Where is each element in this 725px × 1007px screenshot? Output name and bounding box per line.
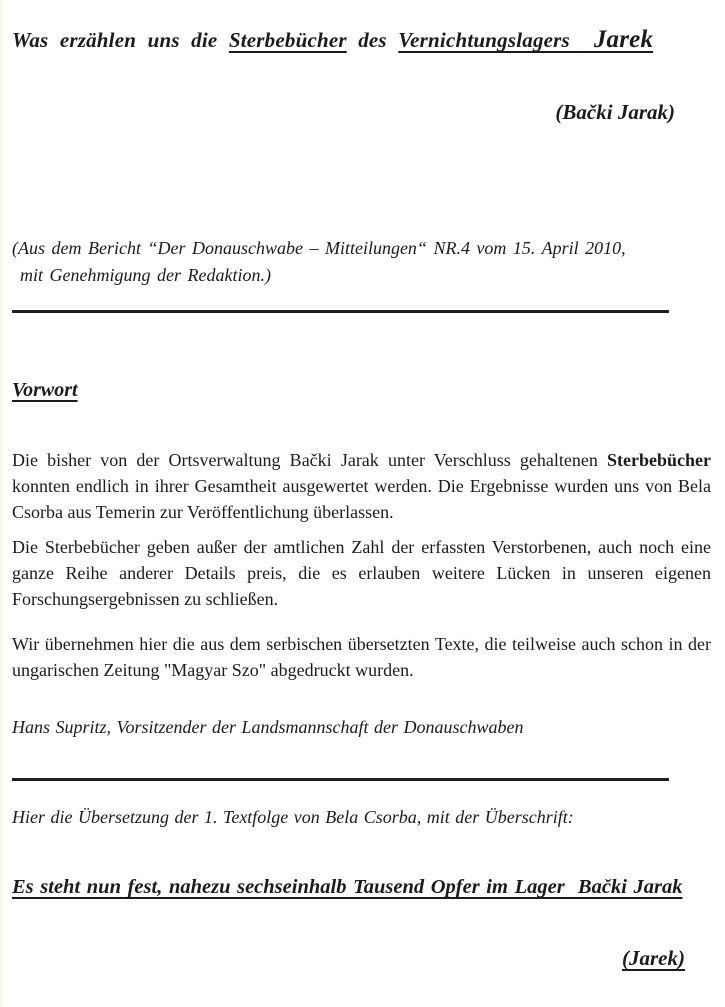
paragraph-1-rest: konnten endlich in ihrer Gesamtheit ausgewertet werden. Die Ergebnisse wurden uns von Bela Csorba aus Temerin zur Veröffentlichung überlassen.	[12, 475, 711, 522]
title-text-mid: des	[346, 28, 399, 52]
divider-rule-bottom	[12, 778, 669, 781]
paragraph-1-bold-sterbebuecher: Sterbebücher	[607, 450, 711, 470]
title-text-lead: Was erzählen uns die	[12, 28, 229, 52]
title-underlined-sterbebuecher: Sterbebücher	[228, 28, 347, 52]
subtitle-backi-jarak: (Bački Jarak)	[555, 100, 675, 124]
document-title	[12, 26, 711, 54]
title-underlined-vernichtungslagers: Vernichtungslagers	[398, 28, 582, 52]
title-underlined-jarek: Jarek	[581, 26, 654, 53]
source-note-line2: mit Genehmigung der Redaktion.)	[20, 265, 271, 285]
translation-intro-line: Hier die Übersetzung der 1. Textfolge von Bela Csorba, mit der Überschrift:	[12, 807, 574, 828]
closing-subtitle-jarek	[12, 946, 711, 971]
paragraph-3: Wir übernehmen hier die aus dem serbischen übersetzten Texte, die teilweise auch schon in der ungarischen Zeitung "Magyar Szo" abgedruckt wurden.	[12, 633, 711, 680]
closing-subtitle-text: (Jarek)	[622, 946, 685, 971]
paragraph-2: Die Sterbebücher geben außer der amtlichen Zahl der erfassten Verstorbenen, auch noch eine ganze Reihe anderer Details preis, die es erlauben weitere Lücken in unseren eigenen Forschungsergebnissen zu schließen.	[12, 537, 711, 609]
source-note	[12, 235, 711, 289]
section-heading-vorwort: Vorwort	[12, 379, 78, 401]
source-note-line1: (Aus dem Bericht “Der Donauschwabe – Mitteilungen“ NR.4 vom 15. April 2010,	[12, 238, 626, 258]
signature-line: Hans Supritz, Vorsitzender der Landsmannschaft der Donauschwaben	[12, 717, 524, 738]
paragraph-1	[12, 448, 711, 525]
divider-rule-top	[12, 310, 669, 313]
closing-heading: Es steht nun fest, nahezu sechseinhalb Tausend Opfer im Lager Bački Jarak	[12, 876, 683, 899]
paragraph-1-lead: Die bisher von der Ortsverwaltung Bački Jarak unter Verschluss gehaltenen	[12, 450, 608, 470]
